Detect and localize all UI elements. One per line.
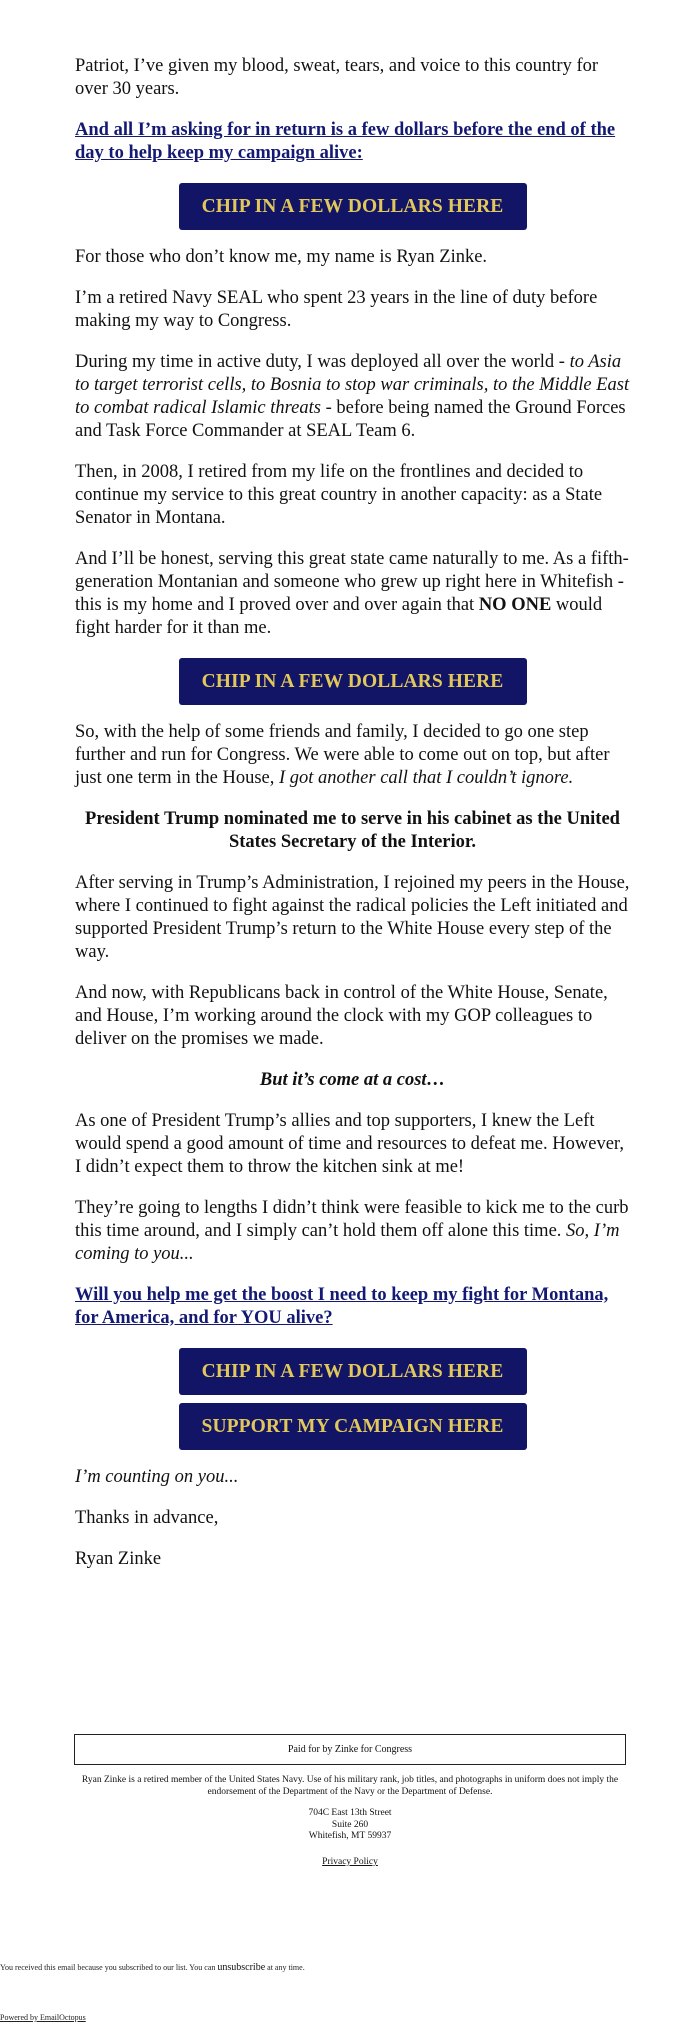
honest-text-end: would fight harder for it than me. xyxy=(75,595,603,638)
privacy-container xyxy=(200,1857,500,1867)
ask-link[interactable]: And all I’m asking for in return is a few dollars before the end of the day to help keep my campaign alive: xyxy=(75,120,616,163)
allies-paragraph: As one of President Trump’s allies and top supporters, I knew the Left would spend a good amount of time and resources to defeat me. However, I didn’t expect them to throw the kitchen sink at me! xyxy=(75,1111,624,1177)
support-campaign-button[interactable]: SUPPORT MY CAMPAIGN HERE xyxy=(179,1403,527,1450)
after-paragraph: After serving in Trump’s Administration, I rejoined my peers in the House, where I continued to fight against the radical policies the Left initiated and supported President Trump’s return to the White House every step of the way. xyxy=(75,873,630,962)
congress-text-start: So, with the help of some friends and family, I decided to go one step further and run for Congress. We were able to come out on top, but after just one term in the House, xyxy=(75,722,610,788)
subscription-text-start: You received this email because you subscribed to our list. You can xyxy=(0,1963,218,1972)
help-link[interactable]: Will you help me get the boost I need to keep my fight for Montana, for America, and for YOU alive? xyxy=(75,1285,609,1328)
unsubscribe-link[interactable]: unsubscribe xyxy=(217,1962,266,1973)
trump-nominated-heading: President Trump nominated me to serve in his cabinet as the United States Secretary of the Interior. xyxy=(85,809,620,852)
chip-in-button-3[interactable]: CHIP IN A FEW DOLLARS HERE xyxy=(179,1348,527,1395)
counting-line xyxy=(75,1466,630,1489)
honest-paragraph xyxy=(75,548,630,640)
name-paragraph: For those who don’t know me, my name is Ryan Zinke. xyxy=(75,247,488,267)
honest-text-bold: NO ONE xyxy=(478,595,552,615)
intro-paragraph: Patriot, I’ve given my blood, sweat, tears, and voice to this country for over 30 years. xyxy=(75,56,599,99)
thanks-line: Thanks in advance, xyxy=(75,1508,219,1528)
address-line-3: Whitefish, MT 59937 xyxy=(308,1831,392,1841)
seal-paragraph: I’m a retired Navy SEAL who spent 23 years in the line of duty before making my way to Congress. xyxy=(75,288,598,331)
powered-by-link[interactable]: Powered by EmailOctopus xyxy=(0,2013,86,2022)
duty-text-start: During my time in active duty, I was deployed all over the world - xyxy=(75,352,570,372)
congress-paragraph xyxy=(75,721,630,790)
address-line-1: 704C East 13th Street xyxy=(308,1808,392,1818)
honest-text-start: And I’ll be honest, serving this great state came naturally to me. As a fifth-generation Montanian and someone who grew up right here in Whitefish - this is my home and I proved over and over again that xyxy=(75,549,629,615)
signature: Ryan Zinke xyxy=(75,1549,162,1569)
chip-in-button-2[interactable]: CHIP IN A FEW DOLLARS HERE xyxy=(179,658,527,705)
cost-heading: But it’s come at a cost… xyxy=(259,1070,446,1090)
chip-in-button-1[interactable]: CHIP IN A FEW DOLLARS HERE xyxy=(179,183,527,230)
lengths-text-italic: So, I’m coming to you... xyxy=(75,1221,620,1264)
senator-paragraph: Then, in 2008, I retired from my life on the frontlines and decided to continue my service to this great country in another capacity: as a State Senator in Montana. xyxy=(75,462,603,528)
subscription-note xyxy=(0,1963,305,1973)
mailing-address xyxy=(200,1808,500,1843)
privacy-policy-link[interactable]: Privacy Policy xyxy=(322,1857,378,1867)
lengths-paragraph xyxy=(75,1197,630,1266)
counting-text: I’m counting on you... xyxy=(75,1467,239,1487)
congress-text-italic: I got another call that I couldn’t ignore. xyxy=(278,768,574,788)
navy-disclaimer: Ryan Zinke is a retired member of the United States Navy. Use of his military rank, job titles, and photographs in uniform does not imply the endorsement of the Department of the Navy or the Department of Defense. xyxy=(81,1775,619,1797)
duty-text-italic: to Asia to target terrorist cells, to Bosnia to stop war criminals, to the Middle East to combat radical Islamic threats xyxy=(75,352,630,418)
now-paragraph: And now, with Republicans back in control of the White House, Senate, and House, I’m working around the clock with my GOP colleagues to deliver on the promises we made. xyxy=(75,983,608,1049)
paid-for-box: Paid for by Zinke for Congress xyxy=(74,1734,626,1765)
email-body xyxy=(75,55,630,1589)
duty-paragraph xyxy=(75,351,630,443)
subscription-text-end: at any time. xyxy=(265,1963,305,1972)
duty-text-end: - before being named the Ground Forces and Task Force Commander at SEAL Team 6. xyxy=(75,398,626,441)
lengths-text-start: They’re going to lengths I didn’t think were feasible to kick me to the curb this time around, and I simply can’t hold them off alone this time. xyxy=(75,1198,629,1241)
address-line-2: Suite 260 xyxy=(331,1819,369,1830)
